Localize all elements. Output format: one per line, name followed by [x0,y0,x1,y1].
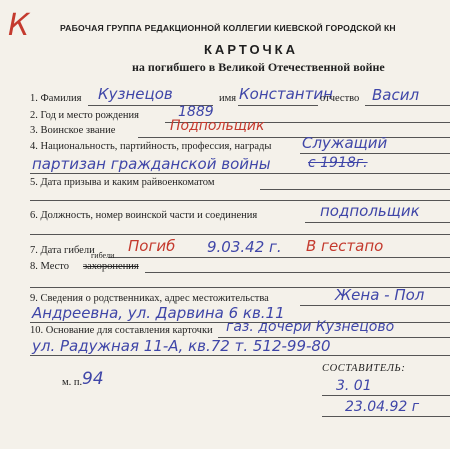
value-patronymic: Васил [372,86,420,104]
value-surname: Кузнецов [98,85,173,103]
value-position: подпольщик [320,202,420,220]
label-name: имя [219,93,237,104]
rule-name [238,105,318,106]
rule-conscription-2 [30,200,450,201]
rule-position [305,222,450,223]
label-position: 6. Должность, номер воинской части и соединения [30,210,258,221]
card-subtitle: на погибшего в Великой Отечественной войне [132,60,385,74]
label-burial-struck: захоронения [83,261,139,272]
rule-conscription [260,189,450,190]
label-nationality: 4. Национальность, партийность, профессия, награды [30,141,272,152]
value-birth: 1889 [178,104,214,120]
value-death-place: В гестапо [306,237,384,255]
rule-nationality-2 [30,173,450,174]
label-relatives: 9. Сведения о родственниках, адрес местожительства [30,293,269,304]
value-date1: 3. 01 [336,378,372,394]
rule-compiler [322,395,450,396]
label-compiler: СОСТАВИТЕЛЬ: [322,363,406,374]
value-relatives: Жена - Пол [335,286,425,304]
label-surname: 1. Фамилия [30,93,82,104]
rule-position-2 [30,234,450,235]
label-death-date: 7. Дата гибели [30,245,95,256]
value-partisan: партизан гражданской войны [32,155,271,173]
label-mp: м. п. [62,377,83,388]
rule-basis-2 [30,355,450,356]
rule-compiler-2 [322,416,450,417]
value-relatives-address: Андреевна, ул. Дарвина 6 кв.11 [32,304,285,322]
label-patronymic: отчество [320,93,360,104]
label-rank: 3. Воинское звание [30,125,116,136]
rule-patronymic [365,105,450,106]
corner-mark: К [8,8,30,43]
value-mp: 94 [82,369,104,389]
value-death-status: Погиб [128,237,176,255]
rule-rank [138,137,450,138]
rule-nationality [300,153,450,154]
label-basis: 10. Основание для составления карточки [30,325,213,336]
label-burial: 8. Место [30,261,69,272]
value-name: Константин [239,85,333,103]
value-rank: Подпольщик [170,118,265,134]
label-conscription: 5. Дата призыва и каким райвоенкоматом [30,177,215,188]
value-partisan-year: с 1918г. [308,155,368,171]
value-occupation: Служащий [302,134,388,152]
value-basis: газ. дочери Кузнецово [226,319,395,335]
value-death-date: 9.03.42 г. [207,238,282,256]
label-burial-insert: гибели [91,251,115,260]
card-title: КАРТОЧКА [204,42,299,57]
rule-death-date [108,257,450,258]
rule-burial [145,272,450,273]
org-header: РАБОЧАЯ ГРУППА РЕДАКЦИОННОЙ КОЛЛЕГИИ КИЕВСКОЙ ГОРОДСКОЙ КН [60,23,396,33]
label-birth: 2. Год и место рождения [30,110,139,121]
value-date2: 23.04.92 г [345,399,420,415]
rule-relatives [300,305,450,306]
value-basis-address: ул. Радужная 11-А, кв.72 т. 512-99-80 [32,337,331,355]
